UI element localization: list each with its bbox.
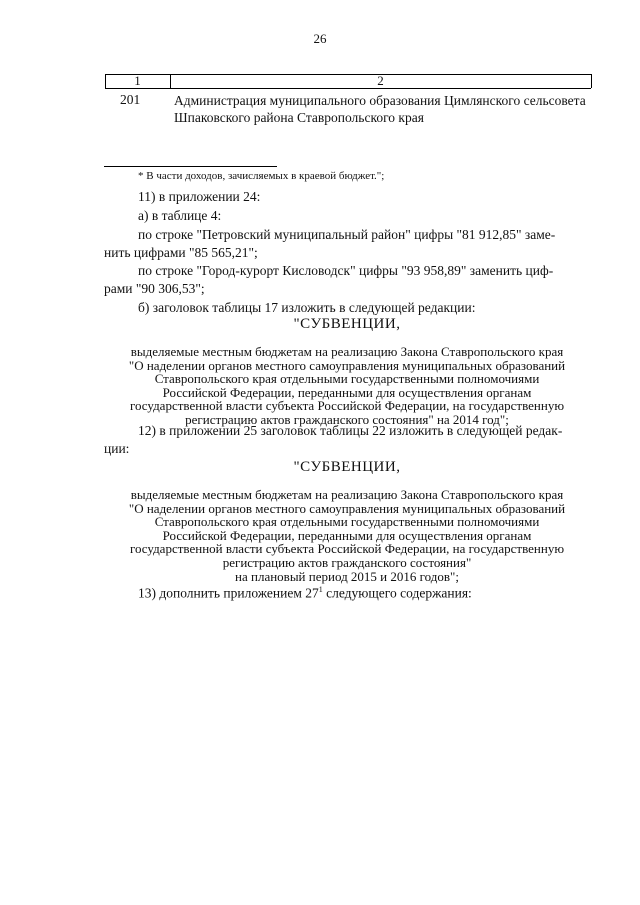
page-number: 26 <box>313 31 327 46</box>
footnote-rule <box>104 166 277 167</box>
item-11a-line2a: по строке "Город-курорт Кисловодск" цифры "93 958,89" заменить циф- <box>138 263 554 278</box>
item-13-superscript: 1 <box>318 585 323 594</box>
block2-line: выделяемые местным бюджетам на реализацию Закона Ставропольского края <box>130 487 564 502</box>
heading-subventions-2: "СУБВЕНЦИИ, <box>293 459 401 475</box>
block2-line: Ставропольского края отдельными государственными полномочиями <box>154 514 540 530</box>
heading-subventions-1: "СУБВЕНЦИИ, <box>293 316 401 332</box>
table-header-col1: 1 <box>134 73 141 88</box>
block2-line: Российской Федерации, переданными для осуществления органам <box>162 527 532 543</box>
table-header-col2: 2 <box>377 73 384 88</box>
block1-line: выделяемые местным бюджетам на реализацию Закона Ставропольского края <box>130 344 564 359</box>
footnote: * В части доходов, зачисляемых в краевой бюджет."; <box>138 170 385 182</box>
item-11a-line2b: рами "90 306,53"; <box>104 281 205 296</box>
block1-line: государственной власти субъекта Российской Федерации, на государственную <box>129 398 565 414</box>
item-11b: б) заголовок таблицы 17 изложить в следующей редакции: <box>138 300 476 315</box>
block1-line: Российской Федерации, переданными для осуществления органам <box>162 384 532 400</box>
table-row-code: 201 <box>120 92 141 107</box>
block1-line: "О наделении органов местного самоуправления муниципальных образований <box>128 357 566 373</box>
block1-line: Ставропольского края отдельными государственными полномочиями <box>154 371 540 387</box>
item-13-text: 13) дополнить приложением 27 <box>138 585 319 601</box>
item-11a-line1a: по строке "Петровский муниципальный район" цифры "81 912,85" заме- <box>138 227 556 242</box>
item-13-text-end: следующего содержания: <box>322 585 472 601</box>
item-12a: 12) в приложении 25 заголовок таблицы 22 изложить в следующей редак- <box>138 423 563 438</box>
block1-line: регистрацию актов гражданского состояния" на 2014 год"; <box>185 412 509 427</box>
item-11a: а) в таблице 4: <box>138 208 222 223</box>
item-11a-line1b: нить цифрами "85 565,21"; <box>104 245 258 260</box>
item-12b: ции: <box>104 441 130 456</box>
table-header-bottom-border <box>105 88 591 89</box>
table-right-edge <box>591 74 592 88</box>
block2-line: на плановый период 2015 и 2016 годов"; <box>235 568 459 584</box>
table-row-text: Администрация муниципального образования Цимлянского сельсовета Шпаковского района Ставропольского края <box>174 93 586 125</box>
block2-line: государственной власти субъекта Российской Федерации, на государственную <box>129 541 565 557</box>
item-13 <box>138 582 472 602</box>
item-11: 11) в приложении 24: <box>138 189 261 204</box>
block2-line: "О наделении органов местного самоуправления муниципальных образований <box>128 500 566 516</box>
block2-line: регистрацию актов гражданского состояния" <box>222 555 472 570</box>
